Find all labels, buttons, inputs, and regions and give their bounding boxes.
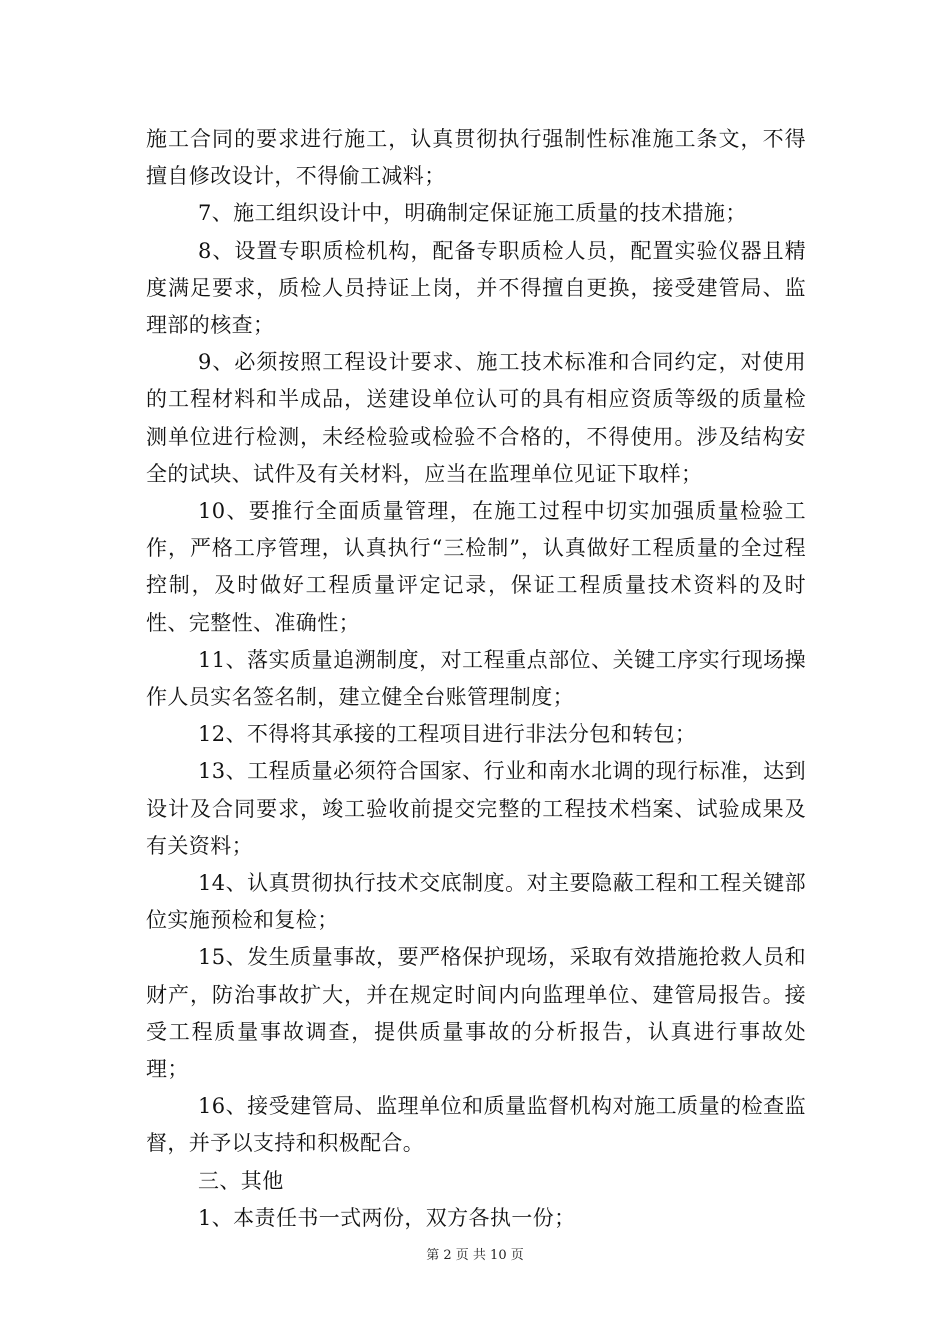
paragraph-item-16: 16、接受建管局、监理单位和质量监督机构对施工质量的检查监督，并予以支持和积极配合。 <box>146 1094 806 1156</box>
document-body <box>146 121 806 1237</box>
paragraph-item-10: 10、要推行全面质量管理，在施工过程中切实加强质量检验工作，严格工序管理，认真执行“三检制”，认真做好工程质量的全过程控制，及时做好工程质量评定记录，保证工程质量技术资料的及时性、完整性、准确性； <box>146 499 806 635</box>
page-number: 第 2 页 共 10 页 <box>426 1248 524 1263</box>
paragraph-item-7: 7、施工组织设计中，明确制定保证施工质量的技术措施； <box>198 201 747 226</box>
page-footer <box>0 1244 950 1263</box>
paragraph-item-8: 8、设置专职质检机构，配备专职质检人员，配置实验仪器且精度满足要求，质检人员持证上岗，并不得擅自更换，接受建管局、监理部的核查； <box>146 238 806 338</box>
paragraph-continuation: 施工合同的要求进行施工，认真贯彻执行强制性标准施工条文，不得擅自修改设计，不得偷工减料； <box>146 127 806 189</box>
paragraph-other-item-1: 1、本责任书一式两份，双方各执一份； <box>198 1205 576 1230</box>
section-heading-other: 三、其他 <box>198 1168 284 1193</box>
paragraph-item-13: 13、工程质量必须符合国家、行业和南水北调的现行标准，达到设计及合同要求，竣工验收前提交完整的工程技术档案、试验成果及有关资料； <box>146 759 806 858</box>
paragraph-item-9: 9、必须按照工程设计要求、施工技术标准和合同约定，对使用的工程材料和半成品，送建设单位认可的具有相应资质等级的质量检测单位进行检测，未经检验或检验不合格的，不得使用。涉及结构安全的试块、试件及有关材料，应当在监理单位见证下取样； <box>146 350 806 486</box>
paragraph-item-12: 12、不得将其承接的工程项目进行非法分包和转包； <box>198 722 697 747</box>
paragraph-item-11: 11、落实质量追溯制度，对工程重点部位、关键工序实行现场操作人员实名签名制，建立健全台账管理制度； <box>146 647 806 710</box>
paragraph-item-14: 14、认真贯彻执行技术交底制度。对主要隐蔽工程和工程关键部位实施预检和复检； <box>146 871 806 933</box>
paragraph-item-15: 15、发生质量事故，要严格保护现场，采取有效措施抢救人员和财产，防治事故扩大，并在规定时间内向监理单位、建管局报告。接受工程质量事故调查，提供质量事故的分析报告，认真进行事故处理； <box>146 945 806 1082</box>
